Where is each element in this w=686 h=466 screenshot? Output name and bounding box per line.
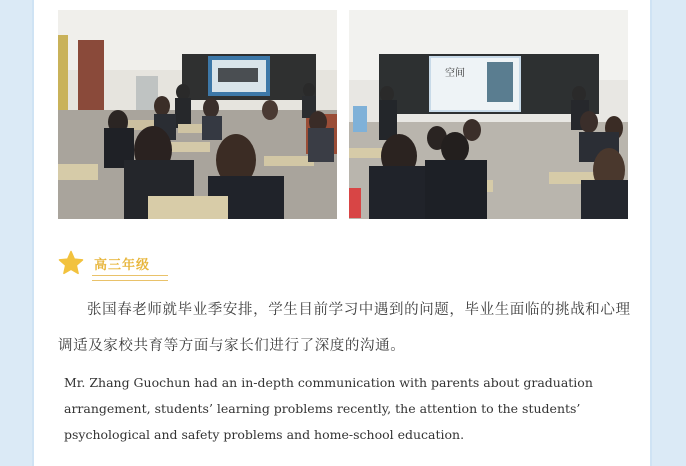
section-title: 高三年级 [94, 258, 151, 273]
chinese-paragraph: 张国春老师就毕业季安排，学生目前学习中遇到的问题，毕业生面临的挑战和心理调适及家校共育等方面与家长们进行了深度的沟通。 [58, 302, 631, 354]
classroom-photo-right [349, 10, 628, 219]
section-heading [58, 248, 258, 282]
title-underline [92, 275, 168, 281]
english-paragraph: Mr. Zhang Guochun had an in-depth communication with parents about graduation arrangement, students’ learning problems recently, the attention to the students’ psychological and safety problems and home-school education. [64, 375, 593, 442]
article-card [32, 0, 652, 466]
screen-slide-text: 空间 [445, 68, 465, 79]
star-icon [58, 250, 84, 276]
classroom-photo-left [58, 10, 337, 219]
